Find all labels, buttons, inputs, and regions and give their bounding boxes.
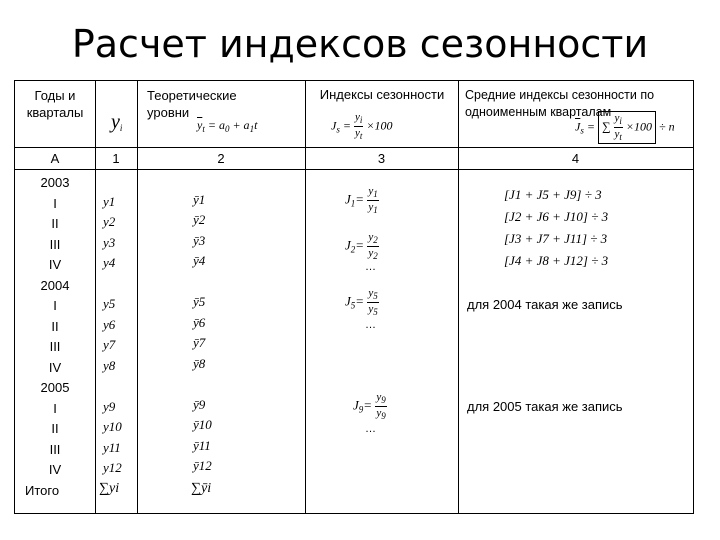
y-value: y3 [103, 234, 116, 250]
page-title: Расчет индексов сезонности [71, 22, 649, 66]
quarter-label: II [51, 421, 59, 436]
year-label: 2003 [40, 175, 70, 190]
y-value: y7 [103, 337, 116, 352]
header-mean-formula: $\overline{J}_s$ = ∑ $\frac{y_i}{\overline{y}_t}$ ×100 ÷ n [575, 112, 675, 142]
total-label: Итого [25, 483, 60, 498]
quarter-label: III [49, 441, 61, 457]
trend-value: ȳ2 [193, 212, 206, 227]
row-divider [15, 169, 693, 170]
y-value: y8 [103, 357, 116, 373]
number-cell: 4 [571, 151, 580, 166]
y-value: y12 [103, 460, 122, 475]
note-2005: для 2005 такая же запись [467, 399, 623, 414]
header-years-quarters: Годы и кварталы [26, 88, 84, 120]
header-seasonality-indices: Индексы сезонности [319, 87, 445, 102]
total-ybar: ∑ȳi [191, 481, 212, 496]
trend-value: ȳ11 [193, 437, 211, 453]
header-y: $y_i$ [111, 111, 123, 133]
mean-formula: [J4 + J8 + J12] ÷ 3 [504, 253, 609, 268]
number-cell: А [50, 151, 60, 166]
y-value: y5 [103, 296, 116, 311]
trend-value: ȳ3 [193, 232, 206, 248]
header-theoretical-levels: Теоретические уровни [147, 88, 237, 120]
total-y: ∑yi [99, 481, 120, 496]
quarter-label: IV [48, 462, 62, 477]
trend-value: ȳ9 [193, 396, 206, 412]
y-value: y4 [103, 255, 116, 270]
seasonality-table [14, 80, 694, 514]
trend-value: ȳ4 [193, 253, 206, 268]
note-2004: для 2004 такая же запись [467, 297, 623, 312]
index-formula: $J_1=$ $\frac{y_1}{\overline{y}_1}$ [345, 185, 378, 215]
trend-value: ȳ5 [193, 294, 206, 309]
number-cell: 3 [377, 151, 386, 166]
row-divider [15, 147, 693, 148]
quarter-label: III [49, 339, 61, 354]
quarter-label: I [53, 298, 57, 313]
y-value: y6 [103, 316, 116, 332]
quarter-label: I [53, 400, 57, 416]
ellipsis: … [365, 423, 376, 435]
ellipsis: … [365, 261, 376, 273]
trend-value: ȳ8 [193, 355, 206, 371]
mean-formula: [J2 + J6 + J10] ÷ 3 [504, 209, 609, 224]
quarter-label: III [49, 236, 61, 252]
y-value: y2 [103, 214, 116, 229]
index-formula: $J_2=$ $\frac{y_2}{\overline{y}_2}$ [345, 231, 378, 261]
trend-value: ȳ1 [193, 191, 206, 207]
mean-formula: [J3 + J7 + J11] ÷ 3 [504, 231, 608, 246]
quarter-label: IV [48, 257, 62, 272]
header-mean-indices: Средние индексы сезонности по одноименным кварталам [465, 88, 655, 119]
quarter-label: II [51, 216, 59, 231]
y-value: y10 [103, 419, 122, 434]
header-index-formula: $J_s$ = $\frac{y_i}{\overline{y}_t}$ ×100 [331, 111, 393, 141]
col-divider [305, 81, 306, 513]
y-value: y9 [103, 398, 116, 414]
mean-formula: [J1 + J5 + J9] ÷ 3 [504, 187, 602, 202]
quarter-label: I [53, 195, 57, 211]
quarter-label: IV [48, 359, 62, 375]
y-value: y1 [103, 193, 116, 209]
number-cell: 2 [217, 151, 225, 166]
index-formula: $J_5=$ $\frac{y_5}{\overline{y}_5}$ [345, 287, 378, 317]
trend-value: ȳ7 [193, 335, 206, 350]
quarter-label: II [51, 318, 59, 334]
col-divider [95, 81, 96, 513]
trend-value: ȳ12 [193, 458, 212, 473]
index-formula: $J_9=$ $\frac{y_9}{\overline{y}_9}$ [353, 391, 386, 421]
number-cell: 1 [112, 151, 120, 166]
year-label: 2005 [40, 380, 70, 395]
year-label: 2004 [40, 277, 70, 293]
header-trend-formula: $\overline{y}_t = a_0 + a_1t$ [197, 118, 258, 134]
ellipsis: … [365, 319, 376, 331]
y-value: y11 [103, 439, 121, 455]
trend-value: ȳ10 [193, 417, 212, 432]
trend-value: ȳ6 [193, 314, 206, 330]
col-divider [458, 81, 459, 513]
col-divider [137, 81, 138, 513]
